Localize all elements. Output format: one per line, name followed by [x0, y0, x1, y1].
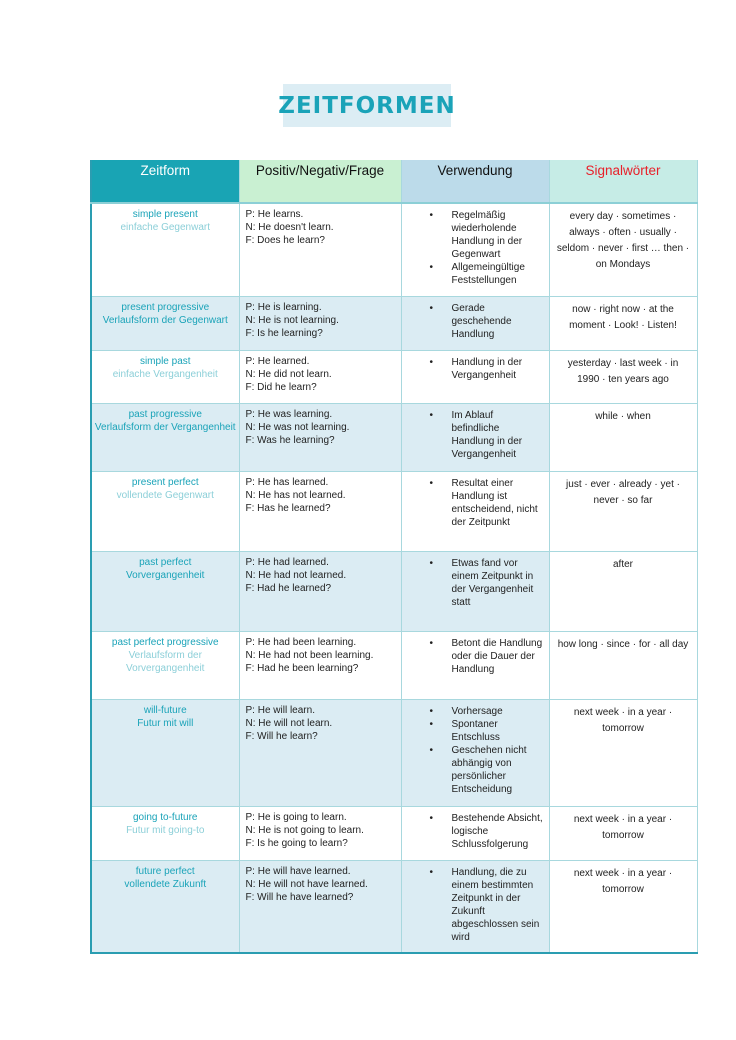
usage-cell [401, 551, 549, 631]
usage-list [403, 473, 548, 529]
tense-name: present perfect [131, 476, 199, 488]
signal-words-cell: while · when [549, 403, 697, 471]
negative-form: N: He had not learned. [245, 569, 347, 581]
usage-item: • Betont die Handlung oder die Dauer der Handlung [452, 637, 544, 676]
signal-words-cell: just · ever · already · yet · never · so far [549, 471, 697, 551]
negative-form: N: He will not have learned. [245, 878, 368, 890]
signal-words-cell: after [549, 551, 697, 631]
tense-german: vollendete Gegenwart [116, 489, 214, 501]
tense-german: Futur mit will [137, 717, 194, 729]
question-form: F: Is he learning? [245, 327, 323, 339]
tense-cell [91, 350, 239, 403]
tense-name: simple past [139, 355, 191, 367]
header-zeitform: Zeitform [91, 160, 239, 203]
forms-cell [239, 296, 401, 350]
tense-name: going to-future [133, 811, 198, 823]
table-row [91, 806, 697, 860]
tense-german: einfache Vergangenheit [112, 368, 218, 380]
usage-cell [401, 203, 549, 296]
usage-item: • Im Ablauf befindliche Handlung in der Vergangenheit [452, 409, 544, 461]
usage-list [403, 405, 548, 461]
question-form: F: Has he learned? [245, 502, 331, 514]
usage-item: • Gerade geschehende Handlung [452, 302, 544, 341]
negative-form: N: He was not learning. [245, 421, 350, 433]
tense-cell [91, 551, 239, 631]
forms-cell [239, 471, 401, 551]
table-header-row [91, 160, 697, 203]
negative-form: N: He did not learn. [245, 368, 332, 380]
positive-form: P: He is learning. [245, 301, 322, 313]
tense-german: Vorvergangenheit [126, 569, 205, 581]
table-row [91, 403, 697, 471]
tense-name: present progressive [121, 301, 210, 313]
tense-name: past perfect [139, 556, 192, 568]
tense-cell [91, 203, 239, 296]
tense-cell [91, 471, 239, 551]
page-title: ZEITFORMEN [278, 92, 456, 119]
table-row [91, 203, 697, 296]
usage-cell [401, 296, 549, 350]
table-row [91, 551, 697, 631]
signal-words-cell: yesterday · last week · in 1990 · ten years ago [549, 350, 697, 403]
question-form: F: Had he learned? [245, 582, 332, 594]
tense-cell [91, 631, 239, 699]
tense-cell [91, 806, 239, 860]
usage-list [403, 352, 548, 382]
signal-words-cell: next week · in a year · tomorrow [549, 806, 697, 860]
usage-item: • Regelmäßig wiederholende Handlung in der Gegenwart [452, 209, 544, 261]
signal-words-cell: next week · in a year · tomorrow [549, 699, 697, 806]
table-row [91, 699, 697, 806]
signal-words-cell: now · right now · at the moment · Look! · Listen! [549, 296, 697, 350]
positive-form: P: He learns. [245, 209, 304, 220]
table-row [91, 350, 697, 403]
usage-list [403, 701, 548, 796]
question-form: F: Is he going to learn? [245, 837, 348, 849]
negative-form: N: He had not been learning. [245, 649, 374, 661]
usage-item: • Handlung in der Vergangenheit [452, 356, 544, 382]
forms-cell [239, 350, 401, 403]
negative-form: N: He is not learning. [245, 314, 339, 326]
usage-list [403, 862, 548, 944]
usage-list [403, 298, 548, 341]
negative-form: N: He has not learned. [245, 489, 346, 501]
positive-form: P: He will learn. [245, 704, 315, 716]
usage-list [403, 553, 548, 609]
question-form: F: Does he learn? [245, 235, 325, 246]
question-form: F: Will he learn? [245, 730, 318, 742]
usage-cell [401, 806, 549, 860]
positive-form: P: He learned. [245, 355, 310, 367]
question-form: F: Will he have learned? [245, 891, 354, 903]
question-form: F: Had he been learning? [245, 662, 359, 674]
usage-item: • Geschehen nicht abhängig von persönlicher Entscheidung [452, 744, 544, 796]
positive-form: P: He will have learned. [245, 865, 351, 877]
positive-form: P: He was learning. [245, 408, 333, 420]
negative-form: N: He will not learn. [245, 717, 333, 729]
usage-cell [401, 403, 549, 471]
signal-words-cell: every day · sometimes · always · often · usually · seldom · never · first … then · on Mondays [549, 203, 697, 296]
usage-cell [401, 350, 549, 403]
usage-cell [401, 699, 549, 806]
tense-cell [91, 296, 239, 350]
header-verwendung: Verwendung [401, 160, 549, 203]
positive-form: P: He had learned. [245, 556, 329, 568]
forms-cell [239, 631, 401, 699]
usage-list [403, 205, 548, 287]
usage-list [403, 808, 548, 851]
forms-cell [239, 203, 401, 296]
table-row [91, 296, 697, 350]
title-box [278, 84, 456, 127]
tense-german: Futur mit going-to [126, 824, 205, 836]
table-row [91, 860, 697, 953]
usage-item: • Vorhersage [452, 705, 544, 718]
tense-name: past perfect progressive [111, 636, 219, 648]
forms-cell [239, 806, 401, 860]
usage-cell [401, 860, 549, 953]
question-form: F: Was he learning? [245, 434, 335, 446]
tense-german: Verlaufsform der Vorvergangenheit [126, 649, 205, 674]
tense-cell [91, 403, 239, 471]
usage-item: • Allgemeingültige Feststellungen [452, 261, 544, 287]
tenses-table [90, 160, 698, 954]
usage-cell [401, 471, 549, 551]
usage-item: • Etwas fand vor einem Zeitpunkt in der Vergangenheit statt [452, 557, 544, 609]
tense-german: Verlaufsform der Gegenwart [102, 314, 228, 326]
header-pnf: Positiv/Negativ/Frage [239, 160, 401, 203]
signal-words-cell: next week · in a year · tomorrow [549, 860, 697, 953]
table-row [91, 631, 697, 699]
usage-cell [401, 631, 549, 699]
tense-name: simple present [132, 209, 198, 220]
signal-words-cell: how long · since · for · all day [549, 631, 697, 699]
positive-form: P: He had been learning. [245, 636, 357, 648]
negative-form: N: He is not going to learn. [245, 824, 364, 836]
tense-name: past progressive [128, 408, 202, 420]
negative-form: N: He doesn't learn. [245, 222, 334, 233]
tense-german: vollendete Zukunft [124, 878, 207, 890]
tense-cell [91, 860, 239, 953]
tense-name: will-future [143, 704, 187, 716]
forms-cell [239, 551, 401, 631]
tense-name: future perfect [135, 865, 195, 877]
forms-cell [239, 403, 401, 471]
usage-list [403, 633, 548, 676]
usage-item: • Resultat einer Handlung ist entscheidend, nicht der Zeitpunkt [452, 477, 544, 529]
question-form: F: Did he learn? [245, 381, 317, 393]
positive-form: P: He is going to learn. [245, 811, 347, 823]
tense-german: einfache Gegenwart [120, 222, 210, 233]
usage-item: • Handlung, die zu einem bestimmten Zeitpunkt in der Zukunft abgeschlossen sein wird [452, 866, 544, 944]
positive-form: P: He has learned. [245, 476, 329, 488]
forms-cell [239, 699, 401, 806]
header-signalwoerter: Signalwörter [549, 160, 697, 203]
forms-cell [239, 860, 401, 953]
table-row [91, 471, 697, 551]
tense-cell [91, 699, 239, 806]
usage-item: • Spontaner Entschluss [452, 718, 544, 744]
tense-german: Verlaufsform der Vergangenheit [94, 421, 236, 433]
usage-item: • Bestehende Absicht, logische Schlussfolgerung [452, 812, 544, 851]
